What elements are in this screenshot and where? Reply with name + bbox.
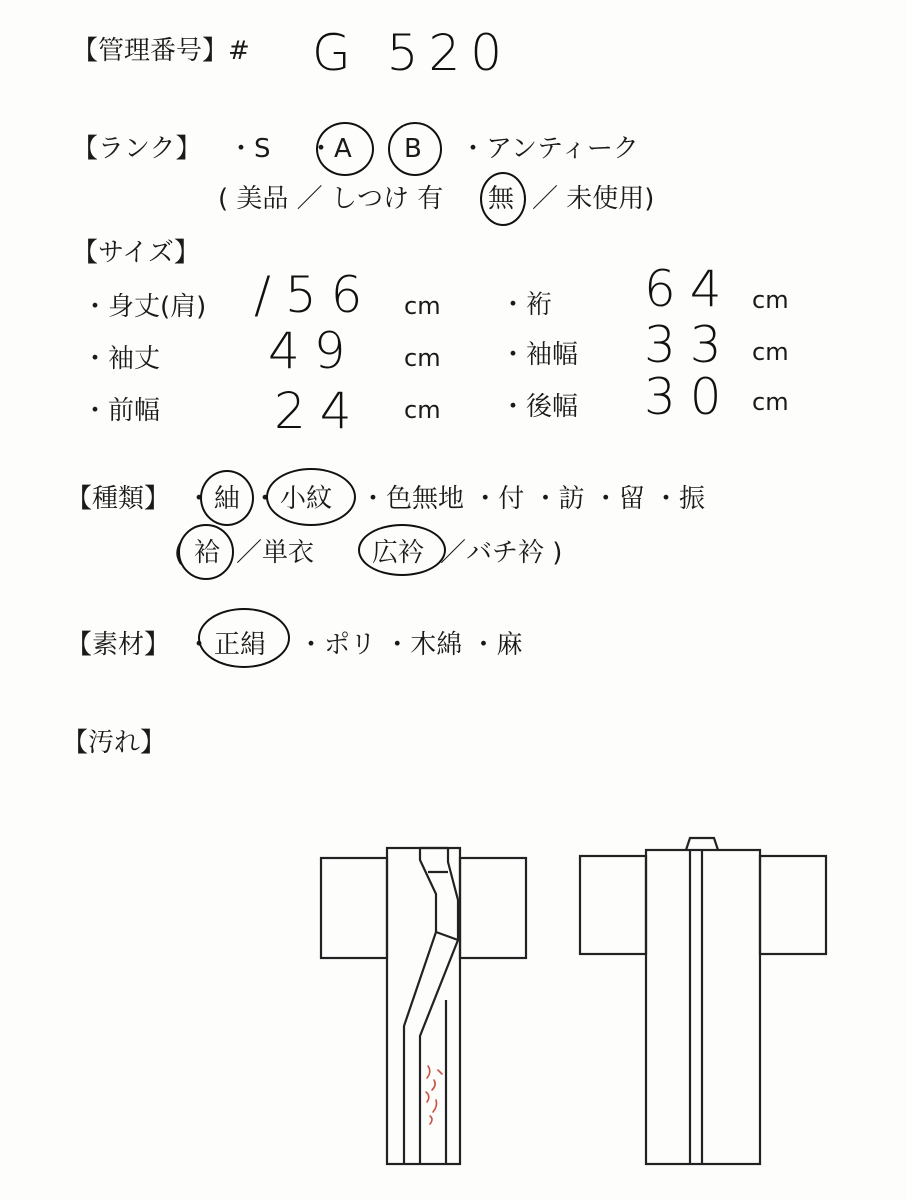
size-sodehaba-label: ・袖幅 (500, 340, 579, 370)
type-rest: ・色無地 ・付 ・訪 ・留 ・振 (360, 484, 706, 514)
size-mitake-unit: cm (404, 292, 441, 320)
mgmt-value: G 520 (312, 24, 513, 82)
condition-mu: 無 (488, 184, 515, 214)
size-label: 【サイズ】 (72, 238, 200, 268)
rank-label: 【ランク】 (72, 134, 202, 164)
size-maehaba-label: ・前幅 (82, 396, 161, 426)
size-yuki-unit: cm (752, 286, 789, 314)
kimono-back-diagram (580, 838, 826, 1164)
rank-option-antique: ・アンティーク (460, 134, 639, 164)
size-mitake-label: ・身丈(肩) (82, 292, 207, 322)
size-mitake-value: /56 (254, 266, 377, 324)
material-shoken: 正絹 (214, 630, 267, 660)
size-sodehaba-unit: cm (752, 338, 789, 366)
size-yuki-value: 64 (644, 260, 736, 318)
material-dot: ・ (186, 630, 213, 660)
size-ushirohaba-value: 30 (644, 368, 736, 426)
material-label: 【素材】 (66, 630, 171, 660)
size-sodetake-unit: cm (404, 344, 441, 372)
type-tsumugi: 紬 (214, 484, 241, 514)
condition-open: ( 美品 ／ しつけ 有 (218, 184, 444, 214)
material-rest: ・ポリ ・木綿 ・麻 (298, 630, 523, 660)
type-komon: 小紋 (280, 484, 333, 514)
type-hiroeri: 広衿 (372, 538, 425, 568)
type-hitoe: ／単衣 (236, 538, 315, 568)
size-yuki-label: ・裄 (500, 290, 553, 320)
rank-option-b: B (404, 134, 422, 164)
type-paren-open: ( (174, 538, 185, 568)
type-dot-2: ・ (252, 484, 279, 514)
size-sodehaba-value: 33 (644, 316, 736, 374)
type-awase: 袷 (194, 538, 221, 568)
size-ushirohaba-label: ・後幅 (500, 392, 579, 422)
rank-option-s: ・S (228, 134, 271, 164)
rank-option-a: ・A (308, 134, 352, 164)
condition-close: ／ 未使用) (532, 184, 655, 214)
stain-label: 【汚れ】 (62, 728, 167, 758)
size-sodetake-value: 49 (268, 322, 360, 380)
stain-marks (426, 1066, 442, 1124)
size-maehaba-unit: cm (404, 396, 441, 424)
mgmt-label: 【管理番号】# (72, 36, 250, 66)
type-bachieri: ／バチ衿 ) (440, 538, 563, 568)
kimono-front-diagram (321, 848, 526, 1164)
size-ushirohaba-unit: cm (752, 388, 789, 416)
type-dot-1: ・ (186, 484, 213, 514)
type-label: 【種類】 (66, 484, 171, 514)
size-maehaba-value: 24 (274, 382, 366, 440)
size-sodetake-label: ・袖丈 (82, 344, 161, 374)
